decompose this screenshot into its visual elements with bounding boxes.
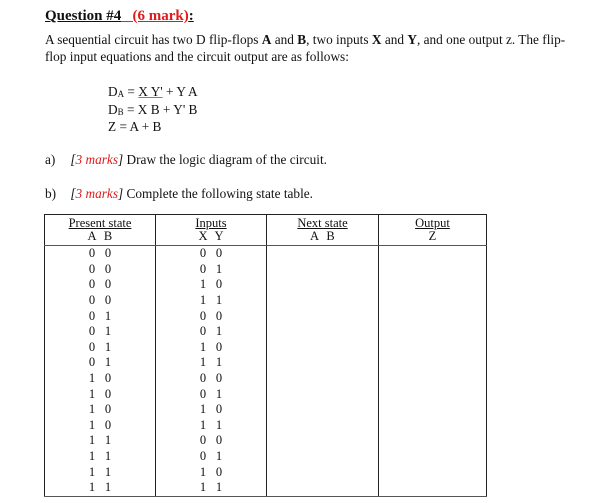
question-number: Question #4 bbox=[45, 8, 122, 24]
next-state-cell[interactable] bbox=[267, 262, 379, 278]
present-state-cell: 0 0 bbox=[45, 262, 156, 278]
output-cell[interactable] bbox=[379, 262, 487, 278]
next-state-cell[interactable] bbox=[267, 480, 379, 496]
header-present-state: Present state bbox=[45, 215, 156, 231]
present-state-cell: 0 1 bbox=[45, 340, 156, 356]
header-inputs: Inputs bbox=[156, 215, 267, 231]
present-state-cell: 0 1 bbox=[45, 308, 156, 324]
table-row bbox=[45, 449, 487, 465]
inputs-cell: 1 1 bbox=[156, 480, 267, 496]
table-row bbox=[45, 480, 487, 496]
next-state-cell[interactable] bbox=[267, 277, 379, 293]
present-state-cell: 1 1 bbox=[45, 480, 156, 496]
next-state-cell[interactable] bbox=[267, 293, 379, 309]
next-state-cell[interactable] bbox=[267, 386, 379, 402]
inputs-cell: 0 0 bbox=[156, 246, 267, 262]
output-cell[interactable] bbox=[379, 324, 487, 340]
output-cell[interactable] bbox=[379, 433, 487, 449]
present-state-cell: 1 0 bbox=[45, 386, 156, 402]
next-state-cell[interactable] bbox=[267, 464, 379, 480]
inputs-cell: 1 1 bbox=[156, 293, 267, 309]
present-state-cell: 1 1 bbox=[45, 464, 156, 480]
next-state-cell[interactable] bbox=[267, 324, 379, 340]
table-row bbox=[45, 324, 487, 340]
present-state-cell: 1 0 bbox=[45, 418, 156, 434]
equation-z: Z = A + B bbox=[108, 119, 162, 134]
next-state-cell[interactable] bbox=[267, 246, 379, 262]
present-state-cell: 1 1 bbox=[45, 449, 156, 465]
output-cell[interactable] bbox=[379, 246, 487, 262]
next-state-cell[interactable] bbox=[267, 402, 379, 418]
table-row bbox=[45, 386, 487, 402]
present-state-cell: 0 0 bbox=[45, 277, 156, 293]
table-row bbox=[45, 371, 487, 387]
task-b: b) [3 marks] Complete the following state table. bbox=[45, 186, 313, 201]
present-state-cell: 1 1 bbox=[45, 433, 156, 449]
inputs-cell: 1 0 bbox=[156, 464, 267, 480]
task-a: a) [3 marks] Draw the logic diagram of the circuit. bbox=[45, 152, 327, 167]
question-marks: (6 mark) bbox=[132, 8, 189, 24]
output-cell[interactable] bbox=[379, 355, 487, 371]
next-state-cell[interactable] bbox=[267, 433, 379, 449]
table-row bbox=[45, 246, 487, 262]
equations-block bbox=[108, 84, 198, 136]
next-state-cell[interactable] bbox=[267, 371, 379, 387]
table-row bbox=[45, 433, 487, 449]
inputs-cell: 1 0 bbox=[156, 277, 267, 293]
table-row bbox=[45, 308, 487, 324]
table-row bbox=[45, 418, 487, 434]
present-state-cell: 0 1 bbox=[45, 324, 156, 340]
inputs-cell: 0 0 bbox=[156, 308, 267, 324]
question-description: A sequential circuit has two D flip-flops A and B, two inputs X and Y, and one output z. The flip-flop input equations and the circuit output are as follows: bbox=[45, 32, 566, 64]
output-cell[interactable] bbox=[379, 480, 487, 496]
table-row bbox=[45, 340, 487, 356]
inputs-cell: 0 1 bbox=[156, 262, 267, 278]
output-cell[interactable] bbox=[379, 277, 487, 293]
header-next-ab: A B bbox=[267, 230, 379, 246]
equation-da: $D_A = X$ Y' + Y A bbox=[108, 84, 198, 99]
table-row bbox=[45, 277, 487, 293]
inputs-cell: 0 1 bbox=[156, 449, 267, 465]
present-state-cell: 0 1 bbox=[45, 355, 156, 371]
present-state-cell: 0 0 bbox=[45, 293, 156, 309]
table-row bbox=[45, 402, 487, 418]
output-cell[interactable] bbox=[379, 308, 487, 324]
equation-db: $D_B = X$ B + Y' B bbox=[108, 101, 198, 117]
inputs-cell: 1 1 bbox=[156, 418, 267, 434]
inputs-cell: 1 1 bbox=[156, 355, 267, 371]
table-row bbox=[45, 355, 487, 371]
inputs-cell: 0 0 bbox=[156, 371, 267, 387]
output-cell[interactable] bbox=[379, 449, 487, 465]
header-next-state: Next state bbox=[267, 215, 379, 231]
inputs-cell: 1 0 bbox=[156, 340, 267, 356]
output-cell[interactable] bbox=[379, 418, 487, 434]
next-state-cell[interactable] bbox=[267, 449, 379, 465]
output-cell[interactable] bbox=[379, 386, 487, 402]
next-state-cell[interactable] bbox=[267, 355, 379, 371]
output-cell[interactable] bbox=[379, 464, 487, 480]
output-cell[interactable] bbox=[379, 371, 487, 387]
output-cell[interactable] bbox=[379, 340, 487, 356]
table-row bbox=[45, 464, 487, 480]
present-state-cell: 0 0 bbox=[45, 246, 156, 262]
question-title: Question #4 (6 mark): bbox=[45, 8, 194, 24]
header-output: Output bbox=[379, 215, 487, 231]
header-output-z: Z bbox=[379, 230, 487, 246]
present-state-cell: 1 0 bbox=[45, 371, 156, 387]
inputs-cell: 0 1 bbox=[156, 324, 267, 340]
output-cell[interactable] bbox=[379, 402, 487, 418]
header-present-ab: A B bbox=[45, 230, 156, 246]
next-state-cell[interactable] bbox=[267, 308, 379, 324]
next-state-cell[interactable] bbox=[267, 340, 379, 356]
inputs-cell: 1 0 bbox=[156, 402, 267, 418]
inputs-cell: 0 0 bbox=[156, 433, 267, 449]
state-table bbox=[44, 214, 487, 497]
inputs-cell: 0 1 bbox=[156, 386, 267, 402]
next-state-cell[interactable] bbox=[267, 418, 379, 434]
header-inputs-xy: X Y bbox=[156, 230, 267, 246]
table-row bbox=[45, 262, 487, 278]
table-row bbox=[45, 293, 487, 309]
present-state-cell: 1 0 bbox=[45, 402, 156, 418]
output-cell[interactable] bbox=[379, 293, 487, 309]
